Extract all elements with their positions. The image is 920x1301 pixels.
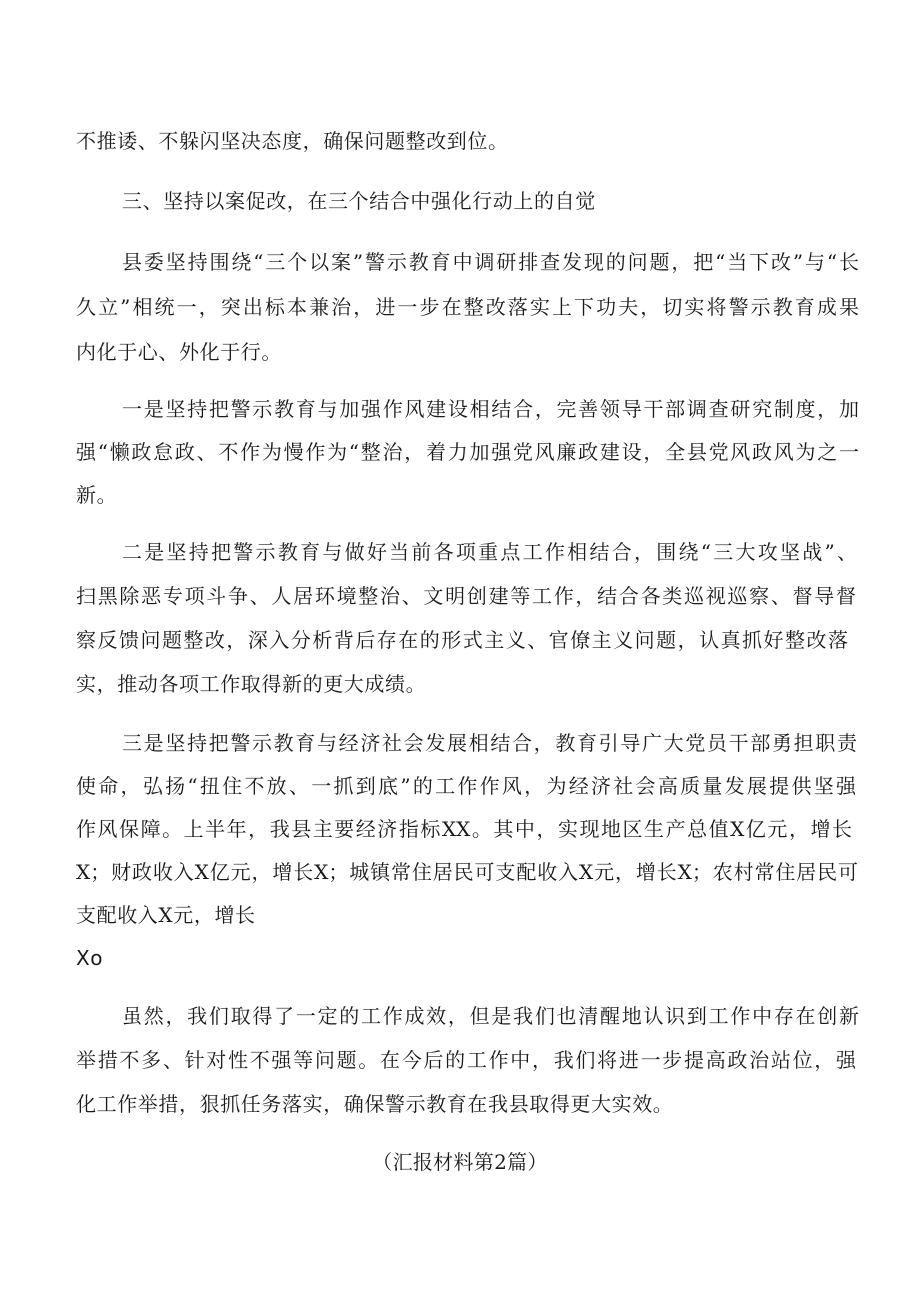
paragraph-line: 新。 <box>76 483 118 507</box>
paragraph-line: 使命，弘扬“扭住不放、一抓到底”的工作作风，为经济社会高质量发展提供坚强 <box>76 774 856 798</box>
article-caption: （汇报材料第2篇） <box>372 1150 548 1174</box>
paragraph-line: 作风保障。上半年，我县主要经济指标XX。其中，实现地区生产总值X亿元，增长 <box>76 817 852 841</box>
paragraph-line: 县委坚持围绕“三个以案”警示教育中调研排查发现的问题，把“当下改”与“长 <box>122 250 859 274</box>
paragraph-line: 内化于心、外化于行。 <box>76 340 282 364</box>
paragraph-line: 虽然，我们取得了一定的工作成效，但是我们也清醒地认识到工作中存在创新 <box>122 1004 859 1028</box>
paragraph-line: 一是坚持把警示教育与加强作风建设相结合，完善领导干部调查研究制度，加 <box>122 397 859 421</box>
paragraph-line: X；财政收入X亿元，增长X；城镇常住居民可支配收入X元，增长X；农村常住居民可 <box>76 860 858 884</box>
paragraph-line: 察反馈问题整改，深入分析背后存在的形式主义、官僚主义问题，认真抓好整改落 <box>76 628 848 652</box>
paragraph-line: 二是坚持把警示教育与做好当前各项重点工作相结合，围绕“三大攻坚战”、 <box>122 540 857 564</box>
paragraph-line: 实，推动各项工作取得新的更大成绩。 <box>76 672 427 696</box>
paragraph-line: 扫黑除恶专项斗争、人居环境整治、文明创建等工作，结合各类巡视巡察、督导督 <box>76 584 856 608</box>
paragraph-line: 支配收入X元，增长 <box>76 903 256 927</box>
paragraph-line: 三是坚持把警示教育与经济社会发展相结合，教育引导广大党员干部勇担职责 <box>122 731 857 755</box>
paragraph-line: 不推诿、不躲闪坚决态度，确保问题整改到位。 <box>76 129 509 153</box>
paragraph-line: 久立”相统一，突出标本兼治，进一步在整改落实上下功夫，切实将警示教育成果 <box>76 295 859 319</box>
section-heading: 三、坚持以案促改，在三个结合中强化行动上的自觉 <box>122 189 596 213</box>
paragraph-line: 强“懒政怠政、不作为慢作为“整治，着力加强党风廉政建设，全县党风政风为之一 <box>76 440 859 464</box>
paragraph-line: Xo <box>76 946 104 970</box>
paragraph-line: 举措不多、针对性不强等问题。在今后的工作中，我们将进一步提高政治站位，强 <box>76 1048 856 1072</box>
paragraph-line: 化工作举措，狠抓任务落实，确保警示教育在我县取得更大实效。 <box>76 1092 674 1116</box>
